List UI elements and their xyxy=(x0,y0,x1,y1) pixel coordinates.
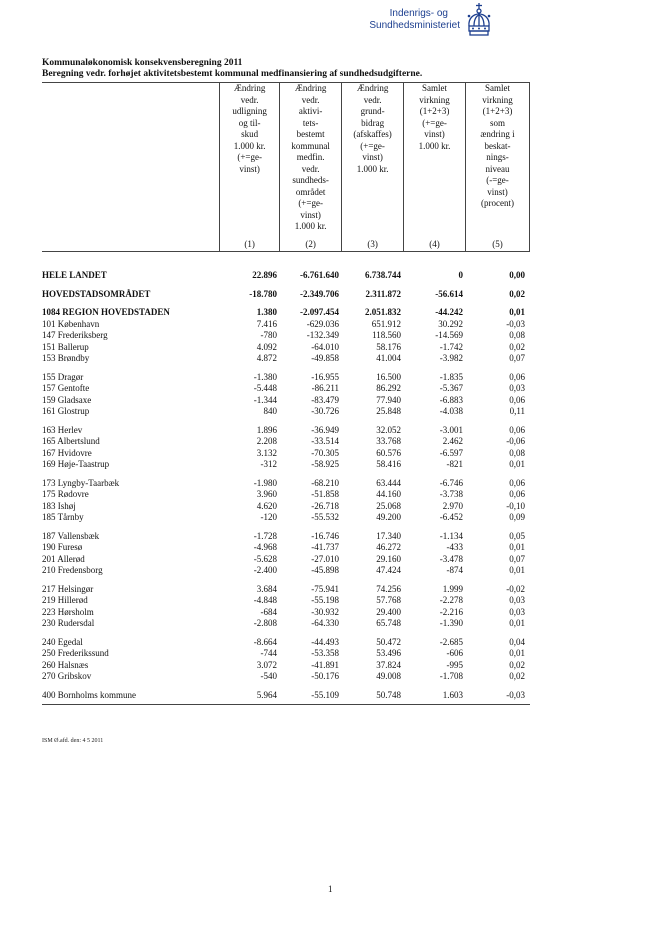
row-label: 270 Gribskov xyxy=(42,671,92,681)
spacer-cell xyxy=(42,365,530,372)
column-header-1: Ændring vedr. udligning og til- skud 1.000 kr. (+=ge- vinst) xyxy=(220,83,280,233)
ministry-logo xyxy=(340,2,535,42)
cell-col-3: 25.848 xyxy=(376,406,401,416)
cell-col-1: -120 xyxy=(260,512,277,522)
cell-col-2: -30.726 xyxy=(311,406,339,416)
data-table xyxy=(42,270,530,701)
cell-col-1: -4.968 xyxy=(253,542,277,552)
cell-col-5: 0,06 xyxy=(509,477,525,488)
cell-col-1: -4.848 xyxy=(253,595,277,605)
cell-col-3: 44.160 xyxy=(376,489,401,499)
row-label: 159 Gladsaxe xyxy=(42,394,92,405)
cell-col-4: 2.970 xyxy=(442,500,463,511)
cell-col-3: 651.912 xyxy=(371,318,401,329)
cell-col-2: -70.305 xyxy=(311,447,339,458)
cell-col-1: 2.208 xyxy=(256,436,277,446)
table-row xyxy=(42,478,530,490)
row-label: 185 Tårnby xyxy=(42,512,84,522)
cell-col-2: -55.109 xyxy=(311,689,339,700)
cell-col-4: -3.001 xyxy=(439,424,463,435)
summary-row xyxy=(42,270,530,282)
column-number-5: (5) xyxy=(466,233,530,252)
cell-col-2: -44.493 xyxy=(311,636,339,647)
cell-col-3: 25.068 xyxy=(376,500,401,511)
cell-col-3: 50.472 xyxy=(376,636,401,647)
row-label: 250 Frederikssund xyxy=(42,648,109,658)
cell-col-3: 46.272 xyxy=(376,542,401,552)
cell-col-1: 7.416 xyxy=(256,318,277,329)
cell-col-2: -55.198 xyxy=(311,595,339,605)
cell-col-4: -1.134 xyxy=(439,530,463,541)
cell-col-5: -0,02 xyxy=(506,583,525,594)
header-blank-cell xyxy=(42,83,220,233)
cell-col-2: -36.949 xyxy=(311,424,339,435)
cell-col-2: -27.010 xyxy=(311,553,339,564)
table-row xyxy=(42,353,530,365)
crown-icon xyxy=(465,2,493,40)
table-row xyxy=(42,383,530,395)
row-label: 165 Albertslund xyxy=(42,436,100,446)
column-number-3: (3) xyxy=(342,233,404,252)
cell-col-2: -58.925 xyxy=(311,459,339,469)
table-bottom-rule xyxy=(42,704,530,705)
cell-col-5: 0,08 xyxy=(509,447,525,458)
cell-col-4: -1.390 xyxy=(439,618,463,628)
row-label: 155 Dragør xyxy=(42,371,84,382)
cell-col-2: -68.210 xyxy=(311,477,339,488)
cell-col-3: 41.004 xyxy=(376,353,401,363)
cell-col-5: 0,01 xyxy=(509,542,525,552)
row-label: 219 Hillerød xyxy=(42,595,88,605)
cell-col-5: 0,03 xyxy=(509,383,525,393)
cell-col-5: 0,01 xyxy=(509,307,525,317)
cell-col-3: 33.768 xyxy=(376,436,401,446)
cell-col-3: 2.311.872 xyxy=(365,288,401,299)
cell-col-1: 3.684 xyxy=(256,583,277,594)
row-label: 190 Furesø xyxy=(42,542,83,552)
cell-col-1: 4.872 xyxy=(256,353,277,363)
cell-col-1: 840 xyxy=(263,406,277,416)
cell-col-5: 0,01 xyxy=(509,618,525,628)
row-label: 240 Egedal xyxy=(42,636,83,647)
cell-col-2: -86.211 xyxy=(311,383,339,393)
cell-col-4: -56.614 xyxy=(435,288,463,299)
row-label: 217 Helsingør xyxy=(42,583,94,594)
cell-col-3: 118.560 xyxy=(372,330,401,340)
cell-col-3: 37.824 xyxy=(376,659,401,670)
cell-col-4: -874 xyxy=(446,565,463,575)
table-row xyxy=(42,671,530,683)
page-number: 1 xyxy=(328,884,333,894)
row-label: 153 Brøndby xyxy=(42,353,90,363)
cell-col-2: -2.349.706 xyxy=(300,288,339,299)
row-label: HOVEDSTADSOMRÅDET xyxy=(42,288,151,299)
table-row xyxy=(42,531,530,543)
cell-col-3: 53.496 xyxy=(376,648,401,658)
logo-line-1: Indenrigs- og xyxy=(389,8,448,19)
row-label: 175 Rødovre xyxy=(42,489,89,499)
cell-col-2: -41.891 xyxy=(311,659,339,670)
cell-col-2: -41.737 xyxy=(311,542,339,552)
cell-col-5: -0,10 xyxy=(506,500,525,511)
cell-col-2: -30.932 xyxy=(311,606,339,617)
spacer-cell xyxy=(42,630,530,637)
table-row xyxy=(42,342,530,354)
table-row xyxy=(42,372,530,384)
cell-col-5: 0,05 xyxy=(509,530,525,541)
table-row xyxy=(42,660,530,672)
cell-col-3: 49.008 xyxy=(376,671,401,681)
group-spacer xyxy=(42,630,530,637)
table-row xyxy=(42,554,530,566)
cell-col-2: -45.898 xyxy=(311,565,339,575)
cell-col-3: 86.292 xyxy=(376,383,401,393)
cell-col-5: 0,03 xyxy=(509,606,525,617)
cell-col-2: -33.514 xyxy=(311,436,339,446)
row-label: 223 Hørsholm xyxy=(42,606,94,617)
cell-col-5: 0,07 xyxy=(509,353,525,363)
table-row xyxy=(42,595,530,607)
cell-col-2: -53.358 xyxy=(311,648,339,658)
cell-col-1: -2.400 xyxy=(253,565,277,575)
cell-col-1: 4.092 xyxy=(256,341,277,352)
cell-col-5: 0,01 xyxy=(509,565,525,575)
cell-col-4: -821 xyxy=(446,459,463,469)
group-spacer xyxy=(42,300,530,307)
table-row xyxy=(42,425,530,437)
summary-row xyxy=(42,289,530,301)
cell-col-4: -3.478 xyxy=(439,553,463,564)
cell-col-4: -2.216 xyxy=(439,606,463,617)
row-label: 400 Bornholms kommune xyxy=(42,689,136,700)
footnote: ISM Ø.afd. den: 4 5 2011 xyxy=(42,738,104,744)
cell-col-3: 77.940 xyxy=(376,394,401,405)
row-label: 163 Herlev xyxy=(42,424,83,435)
cell-col-4: 0 xyxy=(458,270,463,280)
cell-col-1: 5.964 xyxy=(256,689,277,700)
header-row xyxy=(42,83,530,233)
row-label: HELE LANDET xyxy=(42,270,107,280)
cell-col-4: -6.883 xyxy=(439,394,463,405)
cell-col-5: 0,00 xyxy=(509,270,525,280)
cell-col-1: -1.728 xyxy=(253,530,277,541)
table-row xyxy=(42,542,530,554)
row-label: 187 Vallensbæk xyxy=(42,530,100,541)
column-number-row xyxy=(42,233,530,252)
row-label: 260 Halsnæs xyxy=(42,659,89,670)
spacer-cell xyxy=(42,300,530,307)
cell-col-4: -3.738 xyxy=(439,489,463,499)
cell-col-4: -44.242 xyxy=(435,307,463,317)
cell-col-3: 74.256 xyxy=(376,583,401,594)
cell-col-3: 65.748 xyxy=(376,618,401,628)
cell-col-2: -55.532 xyxy=(311,512,339,522)
cell-col-1: -744 xyxy=(260,648,277,658)
column-number-4: (4) xyxy=(404,233,466,252)
cell-col-5: 0,02 xyxy=(509,341,525,352)
cell-col-4: -6.452 xyxy=(439,512,463,522)
cell-col-2: -83.479 xyxy=(311,394,339,405)
group-spacer xyxy=(42,683,530,690)
row-label: 169 Høje-Taastrup xyxy=(42,459,110,469)
row-label: 173 Lyngby-Taarbæk xyxy=(42,477,120,488)
column-header-5: Samlet virkning (1+2+3) som ændring i beskat- nings- niveau (-=ge- vinst) (procent) xyxy=(466,83,530,233)
cell-col-2: -49.858 xyxy=(311,353,339,363)
cell-col-4: -3.982 xyxy=(439,353,463,363)
cell-col-4: -1.835 xyxy=(439,371,463,382)
table-row xyxy=(42,618,530,630)
cell-col-3: 16.500 xyxy=(376,371,401,382)
column-number-2: (2) xyxy=(280,233,342,252)
row-label: 167 Hvidovre xyxy=(42,447,92,458)
cell-col-1: -540 xyxy=(260,671,277,681)
spacer-cell xyxy=(42,471,530,478)
row-label: 201 Allerød xyxy=(42,553,85,564)
cell-col-3: 49.200 xyxy=(376,512,401,522)
cell-col-5: 0,04 xyxy=(509,636,525,647)
cell-col-4: 2.462 xyxy=(442,436,463,446)
cell-col-4: -14.569 xyxy=(435,330,463,340)
cell-col-3: 29.160 xyxy=(376,553,401,564)
cell-col-2: -16.955 xyxy=(311,371,339,382)
row-label: 101 København xyxy=(42,318,100,329)
cell-col-1: -8.664 xyxy=(253,636,277,647)
cell-col-3: 32.052 xyxy=(376,424,401,435)
table-row xyxy=(42,501,530,513)
logo-line-2: Sundhedsministeriet xyxy=(369,20,460,31)
cell-col-1: 1.380 xyxy=(256,307,277,317)
logo-wordmark xyxy=(340,8,460,32)
cell-col-3: 63.444 xyxy=(376,477,401,488)
cell-col-2: -64.330 xyxy=(311,618,339,628)
cell-col-1: -312 xyxy=(260,459,277,469)
cell-col-1: 3.072 xyxy=(256,659,277,670)
cell-col-2: -64.010 xyxy=(311,341,339,352)
cell-col-4: -4.038 xyxy=(439,406,463,416)
cell-col-3: 6.738.744 xyxy=(365,270,401,280)
cell-col-1: -5.448 xyxy=(253,383,277,393)
cell-col-4: 1.603 xyxy=(442,689,463,700)
cell-col-1: 4.620 xyxy=(256,500,277,511)
row-label: 161 Glostrup xyxy=(42,406,90,416)
cell-col-1: -684 xyxy=(260,606,277,617)
table-row xyxy=(42,330,530,342)
cell-col-2: -75.941 xyxy=(311,583,339,594)
row-label: 183 Ishøj xyxy=(42,500,76,511)
cell-col-5: 0,06 xyxy=(509,489,525,499)
cell-col-1: -18.780 xyxy=(249,288,277,299)
table-row xyxy=(42,565,530,577)
cell-col-1: -1.344 xyxy=(253,394,277,405)
column-header-3: Ændring vedr. grund- bidrag (afskaffes) (+=ge- vinst) 1.000 kr. xyxy=(342,83,404,233)
cell-col-4: -2.278 xyxy=(439,595,463,605)
cell-col-4: -6.746 xyxy=(439,477,463,488)
column-number-1: (1) xyxy=(220,233,280,252)
cell-col-3: 29.400 xyxy=(376,606,401,617)
cell-col-1: -1.380 xyxy=(253,371,277,382)
column-header-4: Samlet virkning (1+2+3) (+=ge- vinst) 1.000 kr. xyxy=(404,83,466,233)
table-row xyxy=(42,489,530,501)
row-label: 210 Fredensborg xyxy=(42,565,103,575)
document-subtitle: Beregning vedr. forhøjet aktivitetsbestemt kommunal medfinansiering af sundhedsudgifterne. xyxy=(42,69,423,79)
cell-col-5: -0,06 xyxy=(506,436,525,446)
group-spacer xyxy=(42,577,530,584)
cell-col-5: -0,03 xyxy=(506,689,525,700)
group-spacer xyxy=(42,471,530,478)
cell-col-5: 0,02 xyxy=(509,659,525,670)
cell-col-1: 22.896 xyxy=(252,270,277,280)
row-label: 151 Ballerup xyxy=(42,341,89,352)
table-row xyxy=(42,319,530,331)
table-row xyxy=(42,395,530,407)
table-row xyxy=(42,436,530,448)
cell-col-5: 0,08 xyxy=(509,330,525,340)
cell-col-3: 58.416 xyxy=(376,459,401,469)
table-row xyxy=(42,448,530,460)
group-spacer xyxy=(42,365,530,372)
group-spacer xyxy=(42,524,530,531)
column-header-2: Ændring vedr. aktivi- tets- bestemt kommunal medfin. vedr. sundheds- området (+=ge- vinst) 1.000 kr. xyxy=(280,83,342,233)
table-row xyxy=(42,637,530,649)
cell-col-3: 17.340 xyxy=(376,530,401,541)
cell-col-1: 3.132 xyxy=(256,447,277,458)
cell-col-4: -1.708 xyxy=(439,671,463,681)
cell-col-5: 0,02 xyxy=(509,671,525,681)
table-row xyxy=(42,459,530,471)
group-spacer xyxy=(42,282,530,289)
row-label: 157 Gentofte xyxy=(42,383,90,393)
cell-col-3: 50.748 xyxy=(376,689,401,700)
column-header-table xyxy=(42,82,530,252)
spacer-cell xyxy=(42,418,530,425)
table-row xyxy=(42,406,530,418)
cell-col-2: -629.036 xyxy=(306,318,339,329)
cell-col-5: 0,06 xyxy=(509,394,525,405)
cell-col-4: -5.367 xyxy=(439,383,463,393)
cell-col-2: -16.746 xyxy=(311,530,339,541)
cell-col-5: 0,02 xyxy=(509,288,525,299)
cell-col-5: 0,06 xyxy=(509,424,525,435)
cell-col-2: -26.718 xyxy=(311,500,339,511)
cell-col-4: -1.742 xyxy=(439,341,463,352)
cell-col-3: 2.051.832 xyxy=(365,307,401,317)
cell-col-3: 47.424 xyxy=(376,565,401,575)
table-row xyxy=(42,584,530,596)
cell-col-2: -51.858 xyxy=(311,489,339,499)
spacer-cell xyxy=(42,577,530,584)
cell-col-3: 57.768 xyxy=(376,595,401,605)
cell-col-1: 1.896 xyxy=(256,424,277,435)
table-row xyxy=(42,607,530,619)
table-row xyxy=(42,512,530,524)
spacer-cell xyxy=(42,524,530,531)
cell-col-1: -1.980 xyxy=(253,477,277,488)
row-label: 230 Rudersdal xyxy=(42,618,95,628)
cell-col-4: -995 xyxy=(446,659,463,670)
cell-col-4: 1.999 xyxy=(442,583,463,594)
cell-col-5: 0,03 xyxy=(509,595,525,605)
spacer-cell xyxy=(42,282,530,289)
table-row xyxy=(42,648,530,660)
cell-col-4: -433 xyxy=(446,542,463,552)
cell-col-5: 0,01 xyxy=(509,648,525,658)
row-label: 1084 REGION HOVEDSTADEN xyxy=(42,307,170,317)
cell-col-5: 0,07 xyxy=(509,553,525,564)
cell-col-5: -0,03 xyxy=(506,318,525,329)
document-title: Kommunaløkonomisk konsekvensberegning 2011 xyxy=(42,58,243,68)
table-row xyxy=(42,690,530,702)
cell-col-2: -132.349 xyxy=(306,330,339,340)
spacer-cell xyxy=(42,683,530,690)
cell-col-1: -2.808 xyxy=(253,618,277,628)
cell-col-1: -780 xyxy=(260,330,277,340)
cell-col-3: 58.176 xyxy=(376,341,401,352)
cell-col-4: -606 xyxy=(446,648,463,658)
cell-col-5: 0,06 xyxy=(509,371,525,382)
summary-row xyxy=(42,307,530,319)
cell-col-5: 0,11 xyxy=(509,406,525,416)
number-blank-cell xyxy=(42,233,220,252)
cell-col-5: 0,01 xyxy=(509,459,525,469)
group-spacer xyxy=(42,418,530,425)
cell-col-1: -5.628 xyxy=(253,553,277,564)
cell-col-4: 30.292 xyxy=(438,318,463,329)
cell-col-4: -2.685 xyxy=(439,636,463,647)
cell-col-2: -2.097.454 xyxy=(300,307,339,317)
cell-col-2: -6.761.640 xyxy=(300,270,339,280)
cell-col-1: 3.960 xyxy=(256,489,277,499)
cell-col-2: -50.176 xyxy=(311,671,339,681)
cell-col-5: 0,09 xyxy=(509,512,525,522)
cell-col-3: 60.576 xyxy=(376,447,401,458)
cell-col-4: -6.597 xyxy=(439,447,463,458)
row-label: 147 Frederiksberg xyxy=(42,330,108,340)
